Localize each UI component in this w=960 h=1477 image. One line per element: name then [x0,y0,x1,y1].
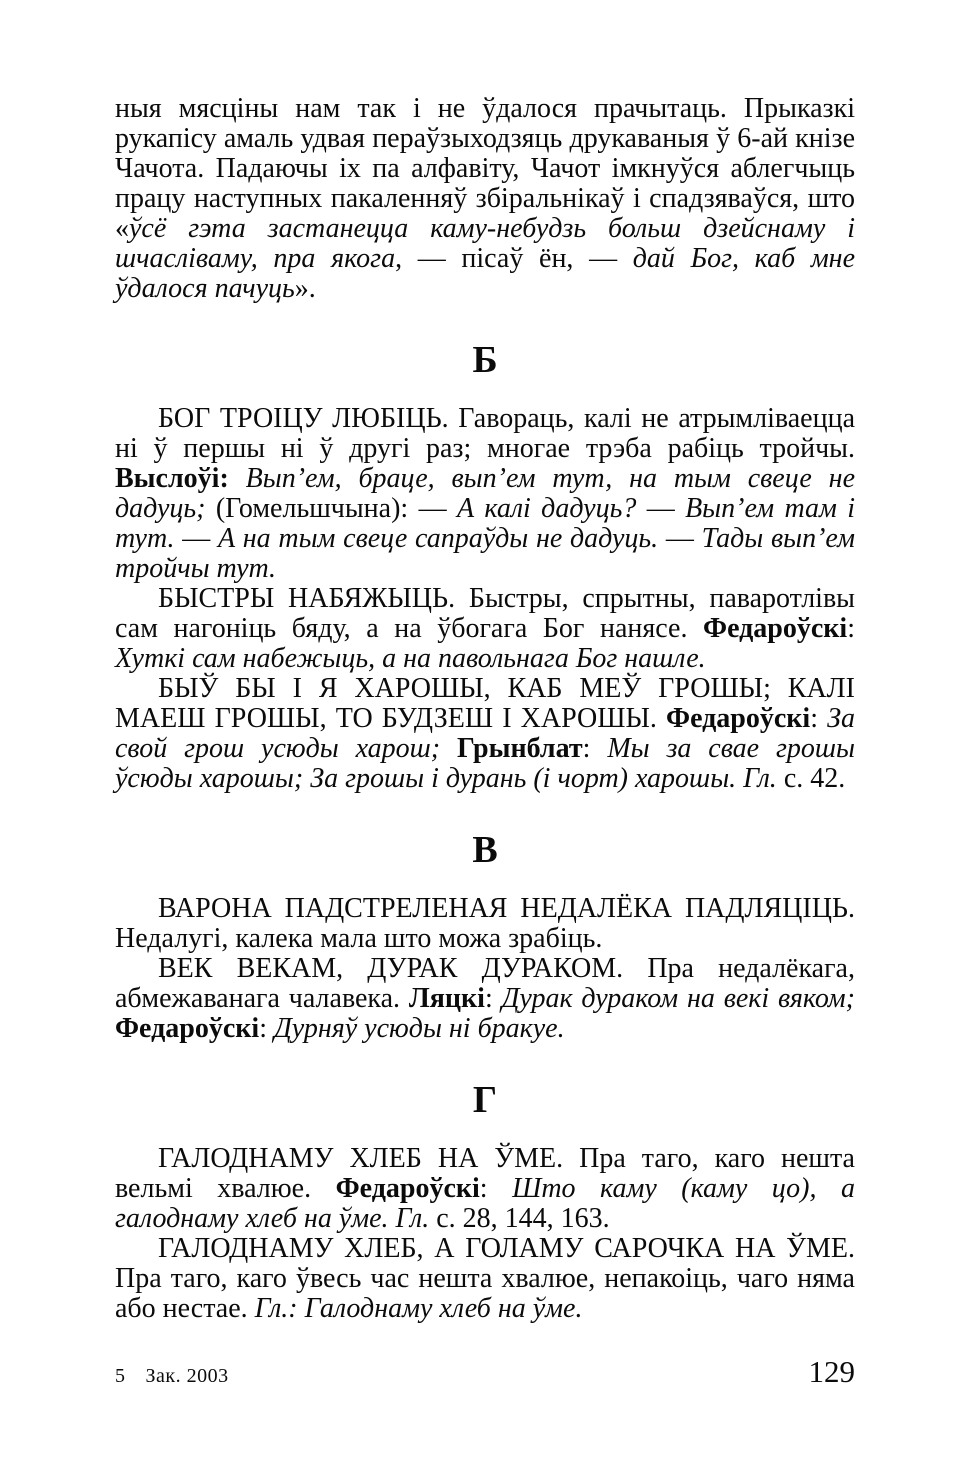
section-heading-b: Б [472,339,498,381]
text-segment-italic: А калі дадуць? [456,493,637,524]
text-segment-normal: : [479,1173,513,1204]
entry-byu-by-i-ya-kharoshy [115,674,855,794]
text-segment-italic: Хуткі сам набежыць, а на павольнага Бог нашле. [115,643,706,674]
text-segment-normal: с. 28, 144, 163. [429,1203,610,1234]
entry-bystry-nabyazhyts [115,584,855,674]
entry-varona-padstrelenaya [115,894,855,954]
entry-galodnamu-khleb-a-golamu [115,1234,855,1324]
text-segment-normal [229,463,246,494]
imprint-line [115,1365,229,1388]
text-segment-italic: дай Бог, каб мне ўдалося пачуць [115,243,856,304]
text-segment-bold: Федароўскі [335,1173,480,1204]
text-segment-normal: — [636,493,686,524]
text-segment-italic: Вып’ем, браце, вып’ем тут, на тым свеце не дадуць; [115,463,855,524]
text-segment-normal: ГАЛОДНАМУ ХЛЕБ, А ГОЛАМУ САРОЧКА НА ЎМЕ. Пра таго, каго ўвесь час нешта хвалюе, непакоіць, чаго няма або нестае. [115,1233,855,1324]
text-segment-normal: , — пісаў ён, — [395,243,633,274]
text-segment-bold: Федароўскі [666,703,811,734]
text-segment-normal: с. 42. [776,763,846,794]
intro-paragraph [115,94,855,304]
text-segment-normal: : [259,1013,274,1044]
text-segment-normal: — [658,523,702,554]
text-segment-normal: — [174,523,218,554]
text-segment-italic: За свой грош усюды харош; [115,703,856,764]
text-segment-normal: БОГ ТРОІЦУ ЛЮБІЦЬ. Гавораць, калі не атрымліваецца ні ў першы ні ў другі раз; многае трэба рабіць тройчы. [115,403,855,464]
page-footer [115,1354,855,1390]
entry-galodnamu-khleb-na-ume [115,1144,855,1234]
signature-mark: 5 [115,1365,126,1387]
page-text [115,94,855,1324]
text-segment-normal: ГАЛОДНАМУ ХЛЕБ НА ЎМЕ. Пра таго, каго нешта вельмі хвалюе. [115,1143,855,1204]
text-segment-normal: : [484,983,502,1014]
section-heading-g: Г [472,1079,498,1121]
text-segment-italic: ўсё гэта застанецца каму-небудзь больш дзейснаму і шчасліваму, пра якога [115,213,855,274]
text-segment-bold: Ляцкі [408,983,485,1014]
entry-bog-troitsu-lyubits [115,404,855,584]
text-segment-italic: Дурняў усюды ні бракуе. [273,1013,565,1044]
text-segment-normal: ВЕК ВЕКАМ, ДУРАК ДУРАКОМ. Пра недалёкага, абмежаванага чалавека. [115,953,855,1014]
section-heading-v: В [472,829,498,871]
text-segment-italic: Гл. [743,763,777,794]
page-number: 129 [808,1354,855,1389]
text-segment-normal: ВАРОНА ПАДСТРЕЛЕНАЯ НЕДАЛЁКА ПАДЛЯЦІЦЬ. Недалугі, калека мала што можа зрабіць. [115,893,855,954]
text-segment-normal: ныя мясціны нам так і не ўдалося прачытаць. Прыказкі рукапісу амаль удвая пераўзыходзяць друкаваныя ў 6-ай кнізе Чачота. Падаючы іх па алфавіту, Чачот імкнуўся аблегчыць працу наступных пакаленняў збіральнікаў і спадзяваўся, што « [115,93,855,244]
text-segment-normal: : [810,703,828,734]
text-segment-normal: : [582,733,608,764]
text-segment-normal: (Гомельшчына): — [205,493,457,524]
text-segment-bold: Федароўскі [115,1013,260,1044]
text-segment-italic: Мы за свае грошы ўсюды харошы; За грошы і дурань (і чорт) харошы. [115,733,855,794]
order-label: Зак. 2003 [145,1365,229,1387]
text-segment-normal: : [847,613,855,644]
text-segment-normal: ». [294,273,316,304]
text-segment-italic: Гл.: Галоднаму хлеб на ўме. [254,1293,583,1324]
text-segment-italic: Тады вып’ем тройчы тут. [115,523,856,584]
entry-vek-vekam-durak-durakom [115,954,855,1044]
text-segment-normal: БЫЎ БЫ І Я ХАРОШЫ, КАБ МЕЎ ГРОШЫ; КАЛІ МАЕШ ГРОШЫ, ТО БУДЗЕШ І ХАРОШЫ. [115,673,855,734]
text-segment-bold: Грынблат [457,733,583,764]
text-segment-normal: БЫСТРЫ НАБЯЖЫЦЬ. Быстры, спрытны, паваротлівы сам нагоніць бяду, а на ўбогага Бог нанясе. [115,583,855,644]
text-segment-italic: А на тым свеце сапраўды не дадуць. [217,523,659,554]
text-segment-italic: Вып’ем там і тут. [115,493,856,554]
text-segment-italic: Што каму (каму цо), а галоднаму хлеб на ўме. Гл. [115,1173,855,1234]
text-segment-italic: Дурак дураком на векі вяком; [501,983,855,1014]
text-segment-bold: Федароўскі [703,613,848,644]
text-segment-bold: Выслоўі: [115,463,229,494]
